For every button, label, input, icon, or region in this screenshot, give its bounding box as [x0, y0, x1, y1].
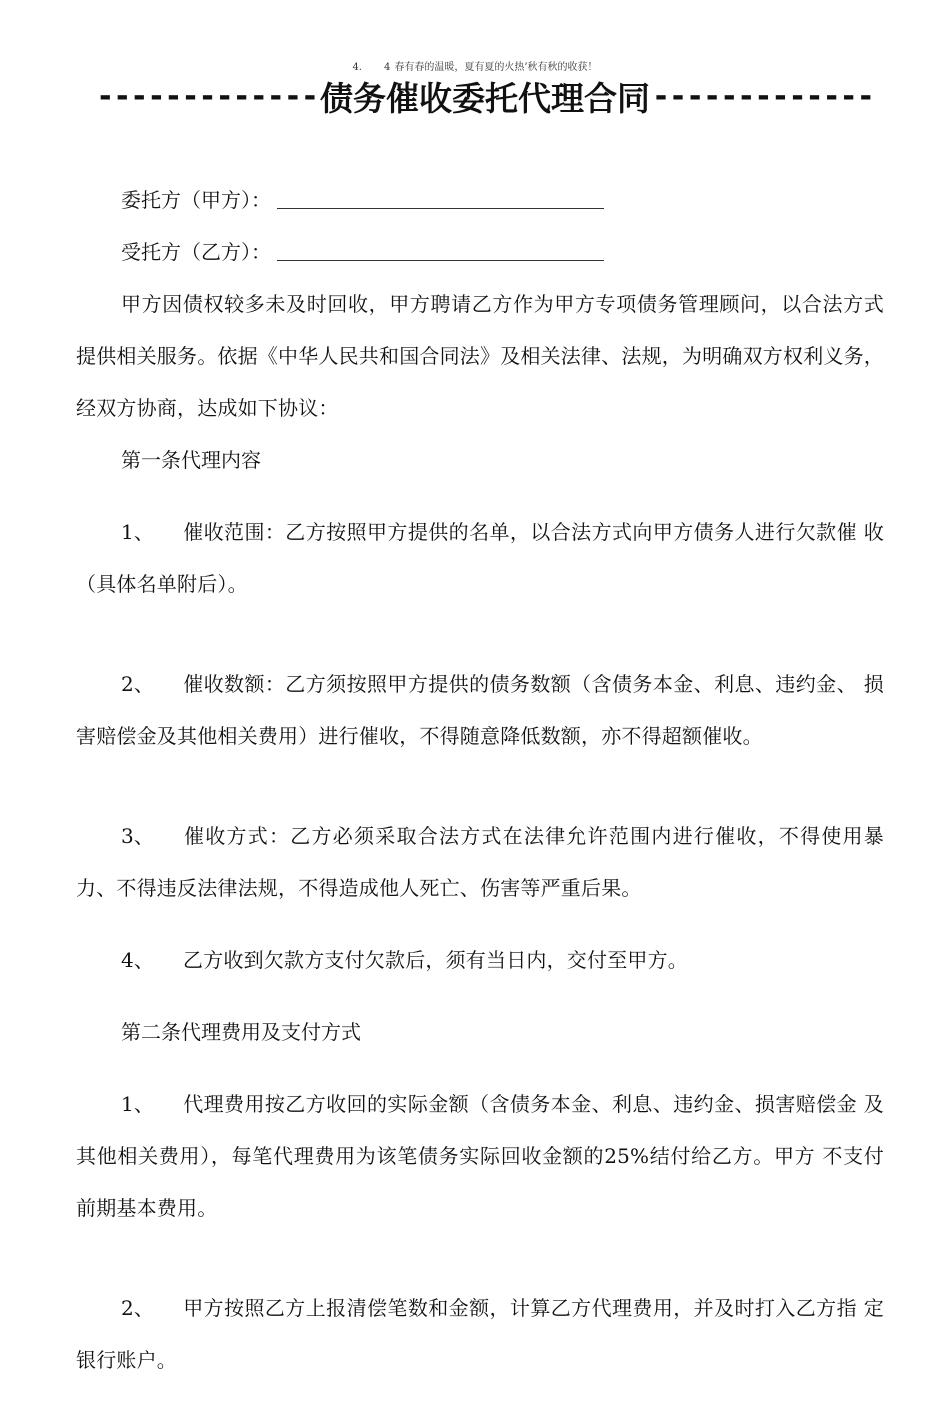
- item-number: 4、: [121, 948, 155, 972]
- agent-label: 受托方（乙方）：: [121, 240, 271, 264]
- document-title-row: [76, 76, 894, 116]
- agent-party-line: [76, 226, 884, 278]
- client-party-line: [76, 174, 884, 226]
- client-blank-line: [277, 207, 604, 209]
- item-number: 1、: [121, 520, 155, 544]
- article-1-item-4: [76, 934, 884, 986]
- title-dashes-left: -------------: [96, 78, 318, 114]
- article-1-item-2: [76, 658, 884, 762]
- agent-blank-line: [277, 259, 604, 261]
- article-2-heading: 第二条代理费用及支付方式: [121, 1020, 361, 1044]
- item-text: 甲方按照乙方上报清偿笔数和金额，计算乙方代理费用，并及时打入乙方指 定银行账户。: [76, 1296, 884, 1372]
- article-1-item-3: [76, 810, 884, 914]
- item-number: 3、: [121, 824, 155, 848]
- article-1-item-1: [76, 506, 884, 610]
- client-label: 委托方（甲方）：: [121, 188, 271, 212]
- item-text: 催收方式：乙方必须采取合法方式在法律允许范围内进行催收，不得使用暴 力、不得违反法律法规，不得造成他人死亡、伤害等严重后果。: [76, 824, 884, 900]
- header-number-2: 4: [383, 62, 391, 73]
- document-title: 债务催收委托代理合同: [320, 78, 650, 118]
- header-note: [0, 58, 950, 73]
- title-dashes-right: -------------: [652, 78, 874, 114]
- item-text: 代理费用按乙方收回的实际金额（含债务本金、利息、违约金、损害赔偿金 及其他相关费用），每笔代理费用为该笔债务实际回收金额的25%结付给乙方。甲方 不支付前期基本费用。: [76, 1092, 884, 1220]
- item-text: 催收数额：乙方须按照甲方提供的债务数额（含债务本金、利息、违约金、 损害赔偿金及其他相关费用）进行催收，不得随意降低数额，亦不得超额催收。: [76, 672, 884, 748]
- item-number: 2、: [121, 672, 155, 696]
- article-2-item-2: [76, 1282, 884, 1386]
- intro-paragraph: 甲方因债权较多未及时回收，甲方聘请乙方作为甲方专项债务管理顾问，以合法方式提供相关服务。依据《中华人民共和国合同法》及相关法律、法规，为明确双方权利义务，经双方协商，达成如下协议：: [76, 292, 884, 420]
- header-note-text: 春有春的温暖，夏有夏的火热’秋有秋的收获！: [394, 62, 598, 73]
- document-body: [76, 174, 884, 1406]
- item-number: 2、: [121, 1296, 155, 1320]
- item-text: 乙方收到欠款方支付欠款后，须有当日内，交付至甲方。: [183, 948, 688, 972]
- item-text: 催收范围：乙方按照甲方提供的名单，以合法方式向甲方债务人进行欠款催 收（具体名单附后）。: [76, 520, 884, 596]
- article-1-heading: 第一条代理内容: [121, 448, 261, 472]
- item-number: 1、: [121, 1092, 155, 1116]
- article-2-item-1: [76, 1078, 884, 1234]
- header-number-1: 4.: [352, 62, 362, 73]
